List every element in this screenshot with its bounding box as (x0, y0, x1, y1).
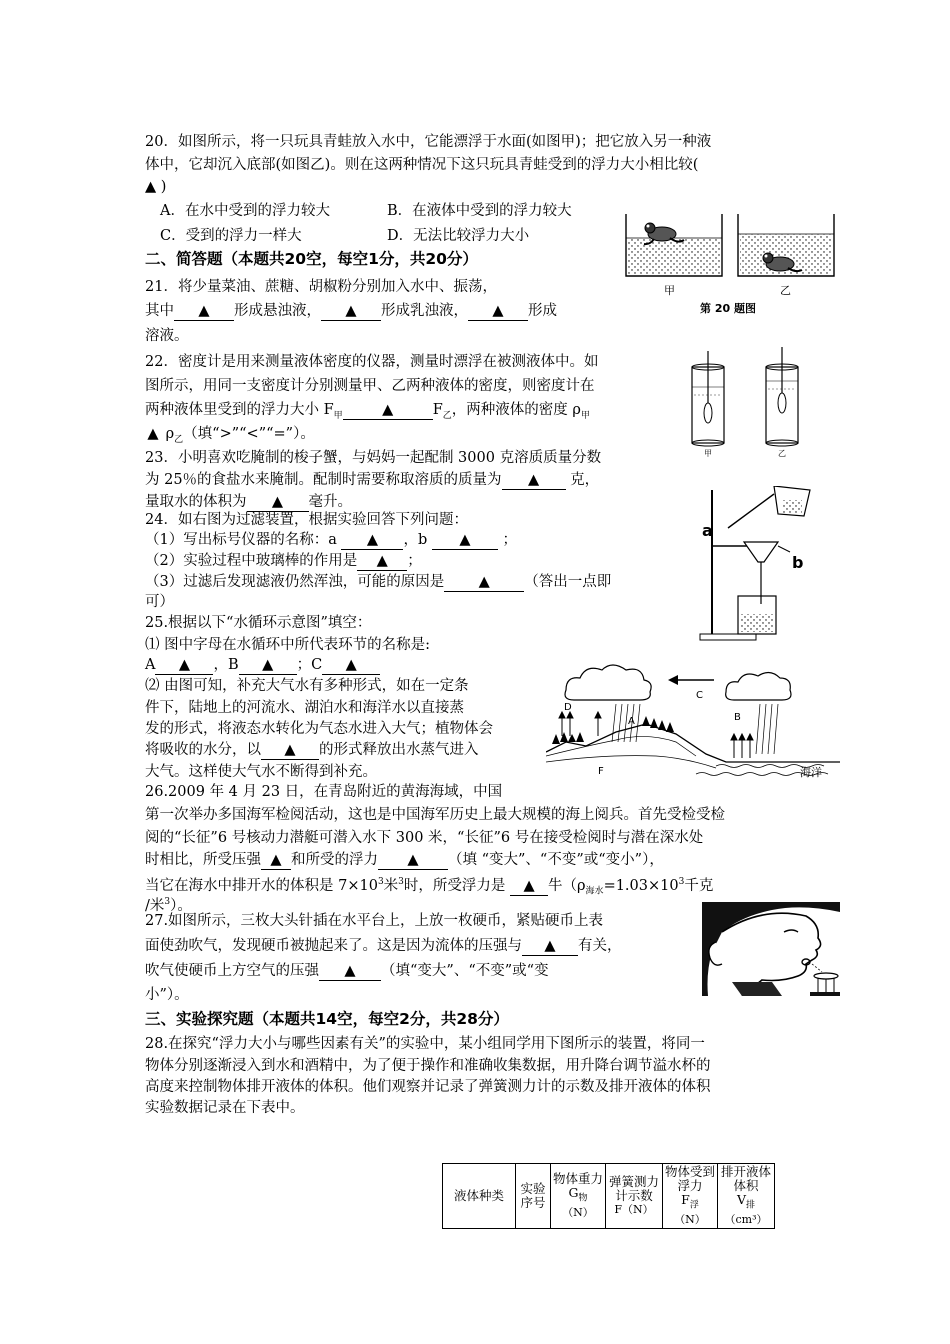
q20-line1: 20．如图所示，将一只玩具青蛙放入水中，它能漂浮于水面(如图甲)；把它放入另一种液 (145, 134, 712, 150)
q26-line6: /米$^3$）。 (145, 897, 192, 914)
q26-blank-1: ▲ (261, 852, 291, 870)
section2-title: 二、简答题（本题共20空，每空1分，共20分） (145, 250, 478, 268)
q24-line1: 24．如右图为过滤装置，根据实验回答下列问题： (145, 512, 468, 528)
q22-line2: 图所示，用同一支密度计分别测量甲、乙两种液体的密度，则密度计在 (145, 378, 595, 394)
q27-line3: 吹气使硬币上方空气的压强 ▲ （填“变大”、“不变”或“变 (145, 963, 549, 979)
q26-line3: 阅的“长征”6 号核动力潜艇可潜入水下 300 米，“长征”6 号在接受检阅时与潜在深水处 (145, 830, 704, 846)
q23-line3: 量取水的体积为 ▲ 毫升。 (145, 494, 352, 510)
svg-text:海洋: 海洋 (800, 766, 822, 779)
q24-blank-1: ▲ (341, 532, 403, 550)
q22-line3: 两种液体里受到的浮力大小 $F_甲$ ▲ $F_乙$，两种液体的密度 $\rho_甲$ (145, 402, 590, 421)
q22-blank-1: ▲ (343, 402, 433, 420)
q20-line3: ▲ ) (145, 179, 167, 195)
q21-blank-2: ▲ (321, 303, 381, 321)
q24-line2: （1）写出标号仪器的名称：a ▲ ，b ▲ ； (145, 532, 517, 548)
q20-option-b: B．在液体中受到的浮力较大 (387, 203, 572, 219)
q28-line2: 物体分别逐渐浸入到水和酒精中，为了便于操作和准确收集数据，用升降台调节溢水杯的 (145, 1058, 711, 1074)
svg-text:F: F (598, 766, 604, 777)
label-b: b (792, 553, 804, 572)
hydrometer-figure (680, 345, 810, 457)
q24-line3: （2）实验过程中玻璃棒的作用是 ▲ ； (145, 553, 422, 569)
q20-option-d: D．无法比较浮力大小 (387, 228, 530, 244)
q28-line4: 实验数据记录在下表中。 (145, 1100, 305, 1116)
q21-line3: 溶液。 (145, 328, 189, 344)
fig20-label-right: 乙 (780, 284, 791, 297)
filtration-apparatus-figure (698, 486, 828, 644)
q23-line2: 为 25％的食盐水来腌制。配制时需要称取溶质的质量为 ▲ 克， (145, 472, 600, 488)
q25-line6: 发的形式，将液态水转化为气态水进入大气；植物体会 (145, 721, 493, 737)
q25-blank-1: ▲ (155, 657, 213, 675)
q27-line1: 27.如图所示，三枚大头针插在水平台上，上放一枚硬币，紧贴硬币上表 (145, 913, 604, 929)
q26-blank-3: ▲ (510, 878, 548, 896)
q25-line5: 件下，陆地上的河流水、湖泊水和海洋水以直接蒸 (145, 700, 464, 716)
q27-blank-2: ▲ (319, 963, 381, 981)
q25-blank-4: ▲ (261, 742, 319, 760)
q24-line4: （3）过滤后发现滤液仍然浑浊，可能的原因是 ▲ （答出一点即 (145, 574, 612, 590)
section3-title: 三、实验探究题（本题共14空，每空2分，共28分） (145, 1010, 509, 1028)
q25-line1: 25.根据以下“水循环示意图”填空： (145, 615, 372, 631)
q25-line4: ⑵ 由图可知，补充大气水有多种形式，如在一定条 (145, 678, 469, 694)
svg-text:A: A (628, 716, 635, 727)
q25-blank-2: ▲ (239, 657, 297, 675)
q24-line5: 可） (145, 594, 174, 610)
data-table (442, 1163, 775, 1229)
q20-option-a: A．在水中受到的浮力较大 (160, 203, 330, 219)
q26-line2: 第一次举办多国海军检阅活动，这也是中国海军历史上最大规模的海上阅兵。首先受检受检 (145, 807, 725, 823)
svg-text:D: D (564, 702, 572, 713)
table-header-weight: 物体重力 $G_物$ （N） (551, 1164, 606, 1229)
label-a: a (702, 521, 713, 540)
table-header-liquid-type: 液体种类 (443, 1164, 516, 1229)
q27-blank-1: ▲ (522, 938, 578, 956)
q21-blank-1: ▲ (174, 303, 234, 321)
blowing-coin-figure (702, 902, 840, 996)
q25-line2: ⑴ 图中字母在水循环中所代表环节的名称是: (145, 637, 430, 653)
q22-blank-2: ▲ (147, 426, 159, 442)
q21-blank-3: ▲ (468, 303, 528, 321)
q23-blank-1: ▲ (502, 472, 566, 490)
q27-line4: 小”）。 (145, 987, 189, 1003)
svg-text:甲: 甲 (704, 449, 712, 457)
q23-blank-2: ▲ (247, 494, 309, 512)
q25-line7: 将吸收的水分，以 ▲ 的形式释放出水蒸气进入 (145, 742, 479, 758)
q27-line2: 面使劲吹气，发现硬币被抛起来了。这是因为流体的压强与 ▲ 有关， (145, 938, 622, 954)
q26-line4: 时相比，所受压强 ▲ 和所受的浮力 ▲ （填 “变大”、“不变”或“变小”）， (145, 852, 664, 868)
q23-line1: 23．小明喜欢吃腌制的梭子蟹，与妈妈一起配制 3000 克溶质质量分数 (145, 450, 602, 466)
q26-blank-2: ▲ (378, 852, 448, 870)
q22-line1: 22．密度计是用来测量液体密度的仪器，测量时漂浮在被测液体中。如 (145, 354, 599, 370)
q26-line5: 当它在海水中排开水的体积是 $7\times 10^3$米$^3$时，所受浮力是 ▲ 牛（$\rho_{海水}=1.03\times 10^3$千克 (145, 877, 714, 897)
fig20-label-left: 甲 (664, 284, 675, 297)
q28-line3: 高度来控制物体排开液体的体积。他们观察并记录了弹簧测力计的示数及排开液体的体积 (145, 1079, 711, 1095)
q25-line8: 大气。这样使大气水不断得到补充。 (145, 764, 377, 780)
q21-line2: 其中 ▲ 形成悬浊液， ▲ 形成乳浊液， ▲ 形成 (145, 303, 557, 319)
q24-blank-4: ▲ (444, 574, 524, 592)
svg-text:C: C (696, 690, 703, 701)
table-header-scale-reading: 弹簧测力计示数 F（N） (606, 1164, 663, 1229)
table-header-buoyancy: 物体受到浮力 $F_浮$ （N） (663, 1164, 718, 1229)
q28-line1: 28.在探究“浮力大小与哪些因素有关”的实验中，某小组同学用下图所示的装置，将同一 (145, 1036, 705, 1052)
q25-line3: A ▲ ，B ▲ ；C ▲ (145, 656, 380, 675)
water-cycle-figure (546, 662, 840, 780)
svg-text:乙: 乙 (778, 449, 786, 457)
q24-blank-3: ▲ (357, 553, 407, 571)
q22-line4: ▲ $\rho_乙$（填“>”“<”“=”）。 (145, 425, 315, 450)
q25-blank-3: ▲ (322, 657, 380, 675)
frog-beakers-figure (612, 208, 842, 318)
table-header-trial: 实验序号 (516, 1164, 551, 1229)
q21-line1: 21．将少量菜油、蔗糖、胡椒粉分别加入水中、振荡， (145, 279, 497, 295)
q20-line2: 体中，它却沉入底部(如图乙)。则在这两种情况下这只玩具青蛙受到的浮力大小相比较( (145, 157, 699, 173)
svg-text:B: B (734, 712, 741, 723)
fig20-caption: 第 20 题图 (700, 302, 756, 315)
table-header-displaced-volume: 排开液体体积 $V_排$ （cm³） (718, 1164, 775, 1229)
q24-blank-2: ▲ (432, 532, 498, 550)
q26-line1: 26.2009 年 4 月 23 日，在青岛附近的黄海海域，中国 (145, 784, 503, 800)
q20-option-c: C．受到的浮力一样大 (160, 228, 302, 244)
